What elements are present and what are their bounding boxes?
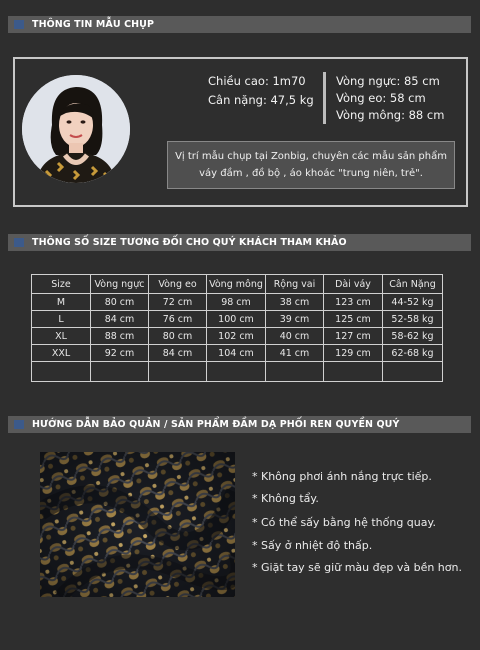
table-cell: 88 cm — [91, 328, 149, 345]
table-cell: 38 cm — [266, 294, 324, 311]
table-cell — [207, 362, 266, 382]
table-cell: 72 cm — [149, 294, 207, 311]
table-cell: 100 cm — [207, 311, 266, 328]
care-instruction: * Có thể sấy bằng hệ thống quay. — [252, 516, 436, 529]
table-cell — [383, 362, 443, 382]
column-header: Cân Nặng — [383, 275, 443, 294]
table-cell: 104 cm — [207, 345, 266, 362]
table-row — [32, 311, 443, 328]
care-instruction: * Giặt tay sẽ giữ màu đẹp và bền hơn. — [252, 561, 462, 574]
column-header: Rộng vai — [266, 275, 324, 294]
table-cell: M — [32, 294, 91, 311]
table-cell: 52-58 kg — [383, 311, 443, 328]
table-cell: 123 cm — [324, 294, 383, 311]
section-square-icon — [14, 20, 24, 29]
care-instruction: * Sấy ở nhiệt độ thấp. — [252, 539, 373, 552]
table-cell — [91, 362, 149, 382]
size-table — [31, 274, 443, 382]
table-cell: 62-68 kg — [383, 345, 443, 362]
table-cell: 84 cm — [149, 345, 207, 362]
table-row — [32, 294, 443, 311]
table-cell — [266, 362, 324, 382]
care-instruction: * Không tẩy. — [252, 492, 319, 505]
table-cell: L — [32, 311, 91, 328]
description-line: váy đầm , đồ bộ , áo khoác "trung niên, trẻ". — [199, 168, 423, 179]
section-header-model-info — [8, 16, 471, 33]
table-cell — [324, 362, 383, 382]
table-row — [32, 345, 443, 362]
table-cell: 92 cm — [91, 345, 149, 362]
section-title: THÔNG SỐ SIZE TƯƠNG ĐỐI CHO QUÝ KHÁCH THAM KHẢO — [32, 237, 347, 248]
table-header-row — [32, 275, 443, 294]
table-cell: 58-62 kg — [383, 328, 443, 345]
table-cell: 39 cm — [266, 311, 324, 328]
description-line: Vị trí mẫu chụp tại Zonbig, chuyên các mẫu sản phẩm — [175, 151, 447, 162]
table-cell — [149, 362, 207, 382]
model-height: Chiều cao: 1m70 — [208, 74, 306, 88]
table-cell: 84 cm — [91, 311, 149, 328]
table-cell: XL — [32, 328, 91, 345]
table-cell: 125 cm — [324, 311, 383, 328]
column-header: Vòng ngực — [91, 275, 149, 294]
section-header-size-chart — [8, 234, 471, 251]
column-header: Size — [32, 275, 91, 294]
model-hip: Vòng mông: 88 cm — [336, 108, 445, 122]
model-waist: Vòng eo: 58 cm — [336, 91, 426, 105]
table-cell: 76 cm — [149, 311, 207, 328]
table-cell: 102 cm — [207, 328, 266, 345]
table-cell: 98 cm — [207, 294, 266, 311]
table-cell: 80 cm — [91, 294, 149, 311]
table-cell: 40 cm — [266, 328, 324, 345]
table-row — [32, 328, 443, 345]
model-weight: Cân nặng: 47,5 kg — [208, 93, 314, 107]
column-header: Vòng mông — [207, 275, 266, 294]
table-cell: 129 cm — [324, 345, 383, 362]
section-header-care — [8, 416, 471, 433]
table-cell: XXL — [32, 345, 91, 362]
care-instruction: * Không phơi ánh nắng trực tiếp. — [252, 470, 432, 483]
column-header: Vòng eo — [149, 275, 207, 294]
table-cell: 44-52 kg — [383, 294, 443, 311]
section-square-icon — [14, 420, 24, 429]
table-cell — [32, 362, 91, 382]
column-header: Dài váy — [324, 275, 383, 294]
section-title: HƯỚNG DẪN BẢO QUẢN / SẢN PHẨM ĐẦM DẠ PHỐI REN QUYỀN QUÝ — [32, 419, 400, 430]
fabric-lace-photo — [40, 452, 235, 597]
section-title: THÔNG TIN MẪU CHỤP — [32, 19, 155, 30]
table-cell: 80 cm — [149, 328, 207, 345]
model-description-box — [167, 141, 455, 189]
model-bust: Vòng ngực: 85 cm — [336, 74, 440, 88]
section-square-icon — [14, 238, 24, 247]
divider — [323, 72, 326, 124]
model-photo — [22, 75, 130, 183]
table-cell: 127 cm — [324, 328, 383, 345]
table-row-empty — [32, 362, 443, 382]
table-cell: 41 cm — [266, 345, 324, 362]
